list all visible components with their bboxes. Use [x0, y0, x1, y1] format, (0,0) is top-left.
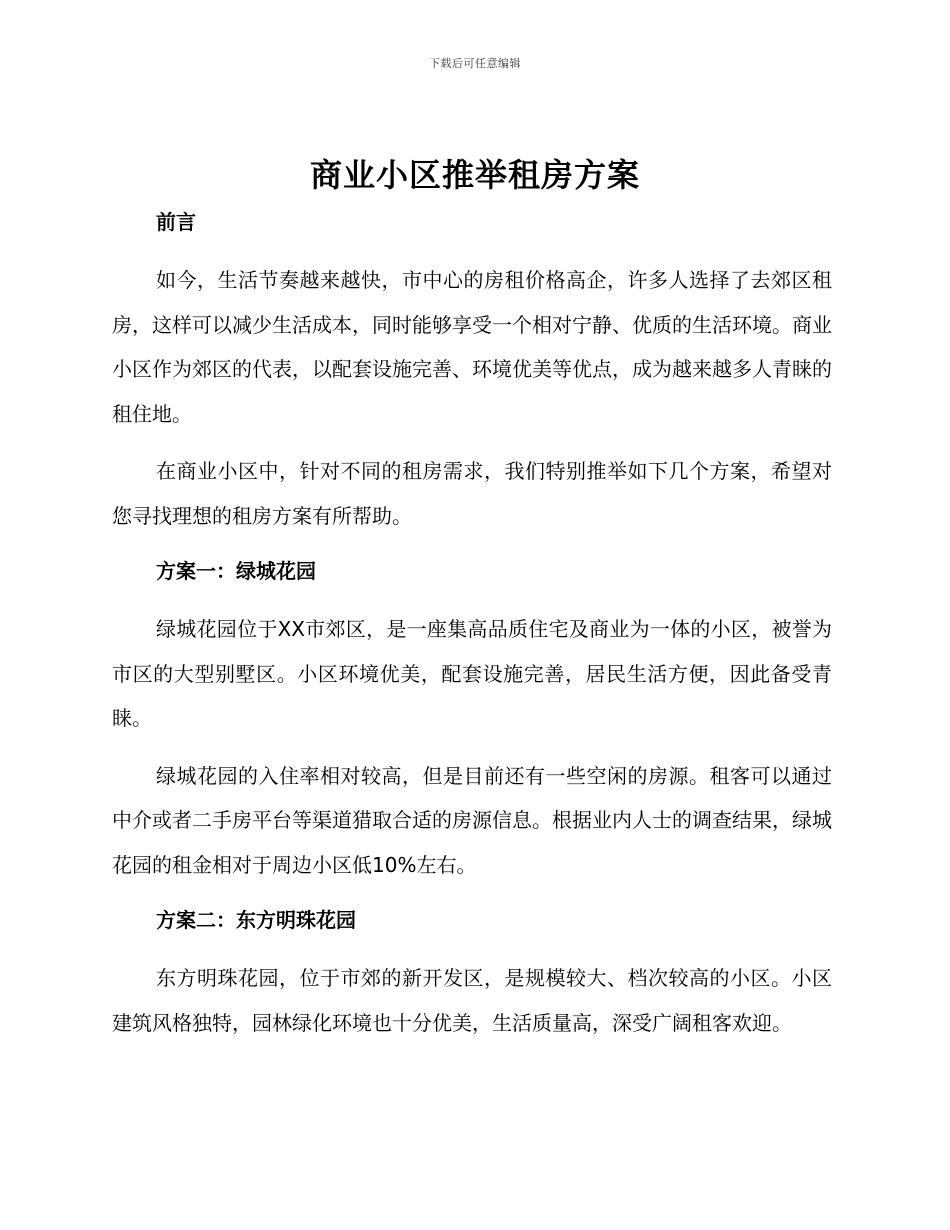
document-body	[112, 202, 832, 1045]
paragraph: 绿城花园位于XX市郊区，是一座集高品质住宅及商业为一体的小区，被誉为市区的大型别墅区。小区环境优美，配套设施完善，居民生活方便，因此备受青睐。	[112, 617, 832, 730]
paragraph: 在商业小区中，针对不同的租房需求，我们特别推举如下几个方案，希望对您寻找理想的租房方案有所帮助。	[112, 459, 832, 528]
section-heading-plan-two: 方案二：东方明珠花园	[156, 908, 356, 932]
section-heading-plan-one: 方案一：绿城花园	[156, 559, 316, 583]
paragraph: 绿城花园的入住率相对较高，但是目前还有一些空闲的房源。租客可以通过中介或者二手房平台等渠道猎取合适的房源信息。根据业内人士的调查结果，绿城花园的租金相对于周边小区低10%左右。	[112, 763, 832, 877]
paragraph: 如今，生活节奏越来越快，市中心的房租价格高企，许多人选择了去郊区租房，这样可以减少生活成本，同时能够享受一个相对宁静、优质的生活环境。商业小区作为郊区的代表，以配套设施完善、环境优美等优点，成为越来越多人青睐的租住地。	[112, 268, 832, 426]
document-title: 商业小区推举租房方案	[309, 156, 640, 194]
header-note: 下载后可任意编辑	[429, 57, 521, 70]
section-heading-preface: 前言	[156, 210, 196, 234]
paragraph: 东方明珠花园，位于市郊的新开发区，是规模较大、档次较高的小区。小区建筑风格独特，园林绿化环境也十分优美，生活质量高，深受广阔租客欢迎。	[112, 966, 832, 1035]
